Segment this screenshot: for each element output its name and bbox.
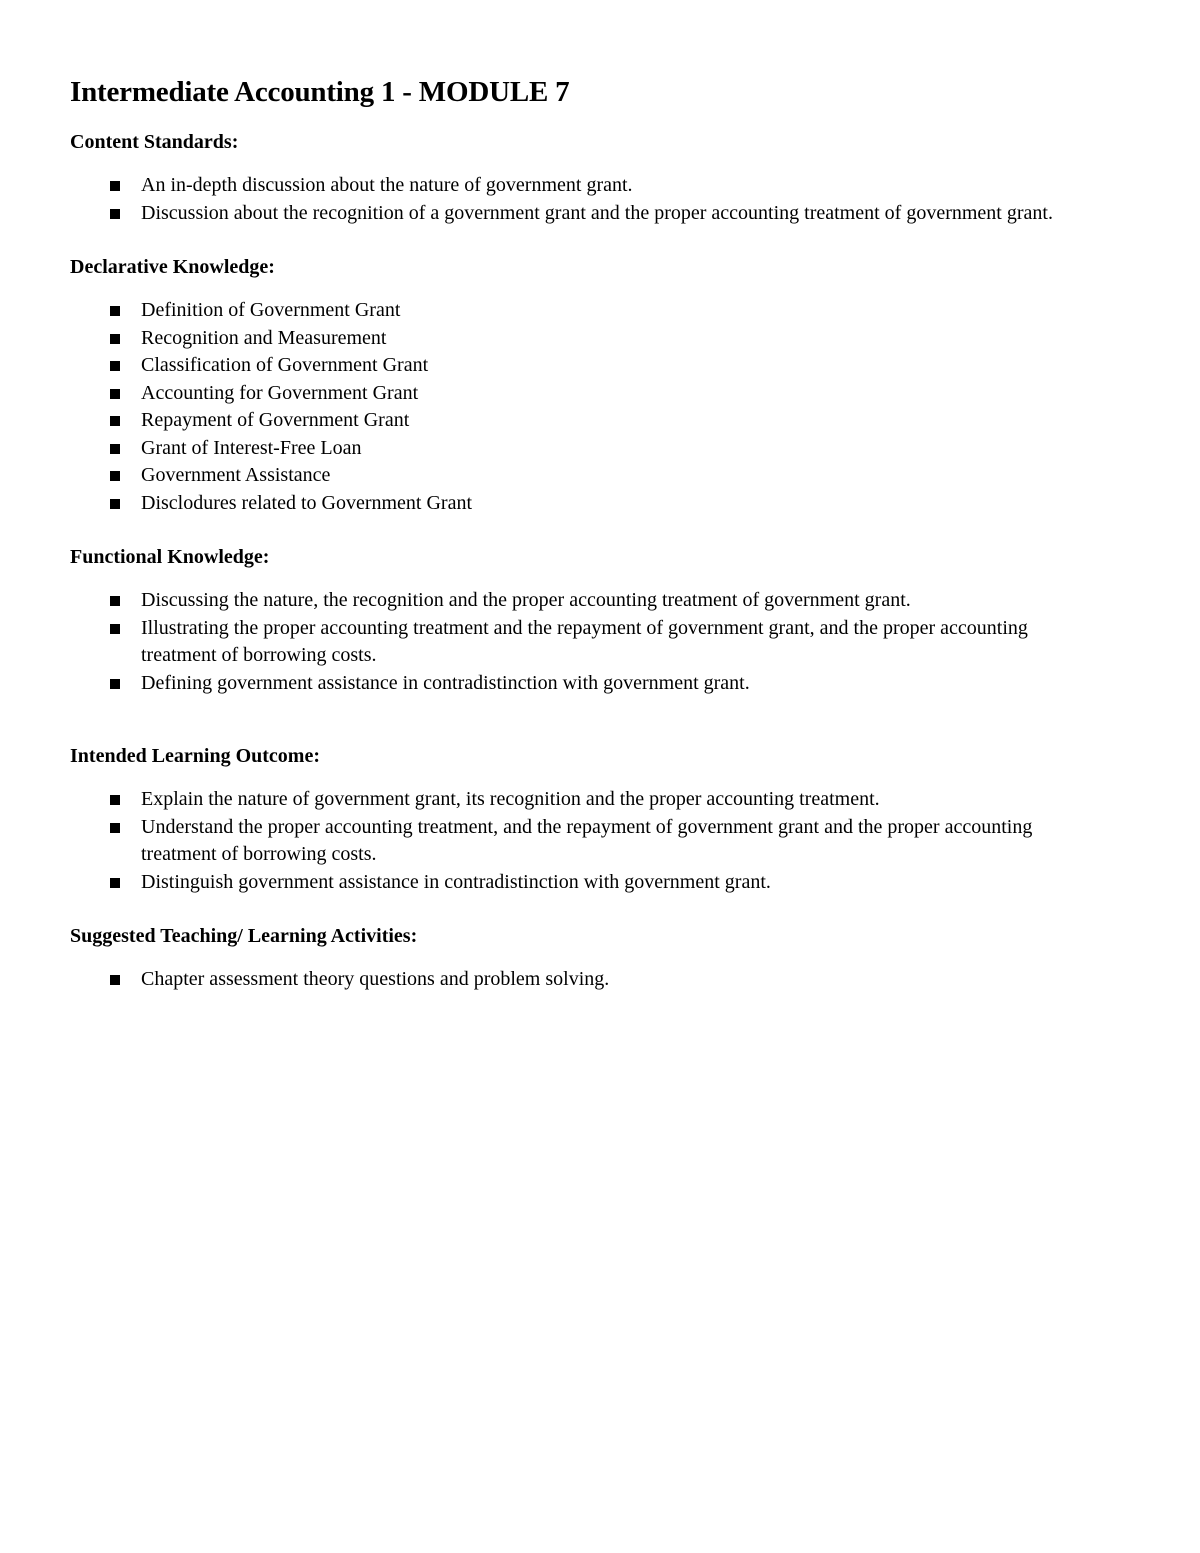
square-bullet-icon [110, 624, 120, 634]
section-content-standards [70, 128, 1090, 227]
list-item-text: Discussing the nature, the recognition and the proper accounting treatment of government grant. [141, 589, 911, 611]
list-item-text: Discussion about the recognition of a government grant and the proper accounting treatment of government grant. [141, 201, 1053, 224]
section-intended-learning-outcome [70, 742, 1090, 896]
square-bullet-icon [110, 878, 120, 888]
list-item [70, 352, 1090, 380]
section-heading: Content Standards: [70, 131, 239, 153]
square-bullet-icon [110, 795, 120, 805]
list-item-text: Distinguish government assistance in contradistinction with government grant. [141, 870, 771, 893]
list-item-text: Government Assistance [141, 464, 331, 486]
list-item [70, 615, 1090, 670]
section-heading: Functional Knowledge: [70, 546, 270, 568]
square-bullet-icon [110, 334, 120, 344]
document-title: Intermediate Accounting 1 - MODULE 7 [70, 76, 570, 108]
list-item-text: Defining government assistance in contradistinction with government grant. [141, 671, 750, 694]
list-item [70, 869, 1090, 897]
square-bullet-icon [110, 444, 120, 454]
list-item-text: Illustrating the proper accounting treatment and the repayment of government grant, and the proper accounting treatment of borrowing costs. [141, 616, 1028, 666]
list-item [70, 407, 1090, 435]
list-item-text: Recognition and Measurement [141, 326, 387, 349]
square-bullet-icon [110, 975, 120, 985]
square-bullet-icon [110, 306, 120, 316]
list-item-text: Understand the proper accounting treatment, and the repayment of government grant and the proper accounting treatment of borrowing costs. [141, 815, 1033, 865]
list-item [70, 490, 1090, 518]
bullet-list [70, 172, 1090, 227]
square-bullet-icon [110, 416, 120, 426]
square-bullet-icon [110, 181, 120, 191]
section-declarative-knowledge [70, 253, 1090, 517]
list-item [70, 462, 1090, 490]
list-item [70, 670, 1090, 698]
square-bullet-icon [110, 361, 120, 371]
square-bullet-icon [110, 499, 120, 509]
square-bullet-icon [110, 389, 120, 399]
list-item-text: Classification of Government Grant [141, 354, 429, 376]
square-bullet-icon [110, 209, 120, 219]
list-item [70, 172, 1090, 200]
section-heading: Declarative Knowledge: [70, 256, 275, 278]
square-bullet-icon [110, 471, 120, 481]
square-bullet-icon [110, 823, 120, 833]
bullet-list [70, 587, 1090, 697]
list-item [70, 814, 1090, 869]
list-item [70, 966, 1090, 994]
list-item [70, 786, 1090, 814]
list-item [70, 297, 1090, 325]
list-item [70, 587, 1090, 615]
section-heading: Suggested Teaching/ Learning Activities: [70, 925, 418, 947]
list-item [70, 435, 1090, 463]
list-item [70, 380, 1090, 408]
square-bullet-icon [110, 679, 120, 689]
list-item-text: Grant of Interest-Free Loan [141, 436, 362, 459]
list-item-text: Explain the nature of government grant, its recognition and the proper accounting treatment. [141, 788, 880, 810]
list-item-text: An in-depth discussion about the nature of government grant. [141, 174, 633, 196]
list-item-text: Repayment of Government Grant [141, 409, 410, 431]
section-functional-knowledge [70, 543, 1090, 697]
bullet-list [70, 786, 1090, 896]
list-item-text: Disclodures related to Government Grant [141, 491, 473, 514]
list-item-text: Accounting for Government Grant [141, 381, 419, 404]
square-bullet-icon [110, 596, 120, 606]
bullet-list [70, 297, 1090, 517]
list-item-text: Definition of Government Grant [141, 299, 401, 321]
section-heading: Intended Learning Outcome: [70, 745, 320, 767]
bullet-list [70, 966, 1090, 994]
list-item [70, 325, 1090, 353]
section-suggested-activities [70, 922, 1090, 994]
list-item [70, 200, 1090, 228]
list-item-text: Chapter assessment theory questions and problem solving. [141, 968, 610, 990]
